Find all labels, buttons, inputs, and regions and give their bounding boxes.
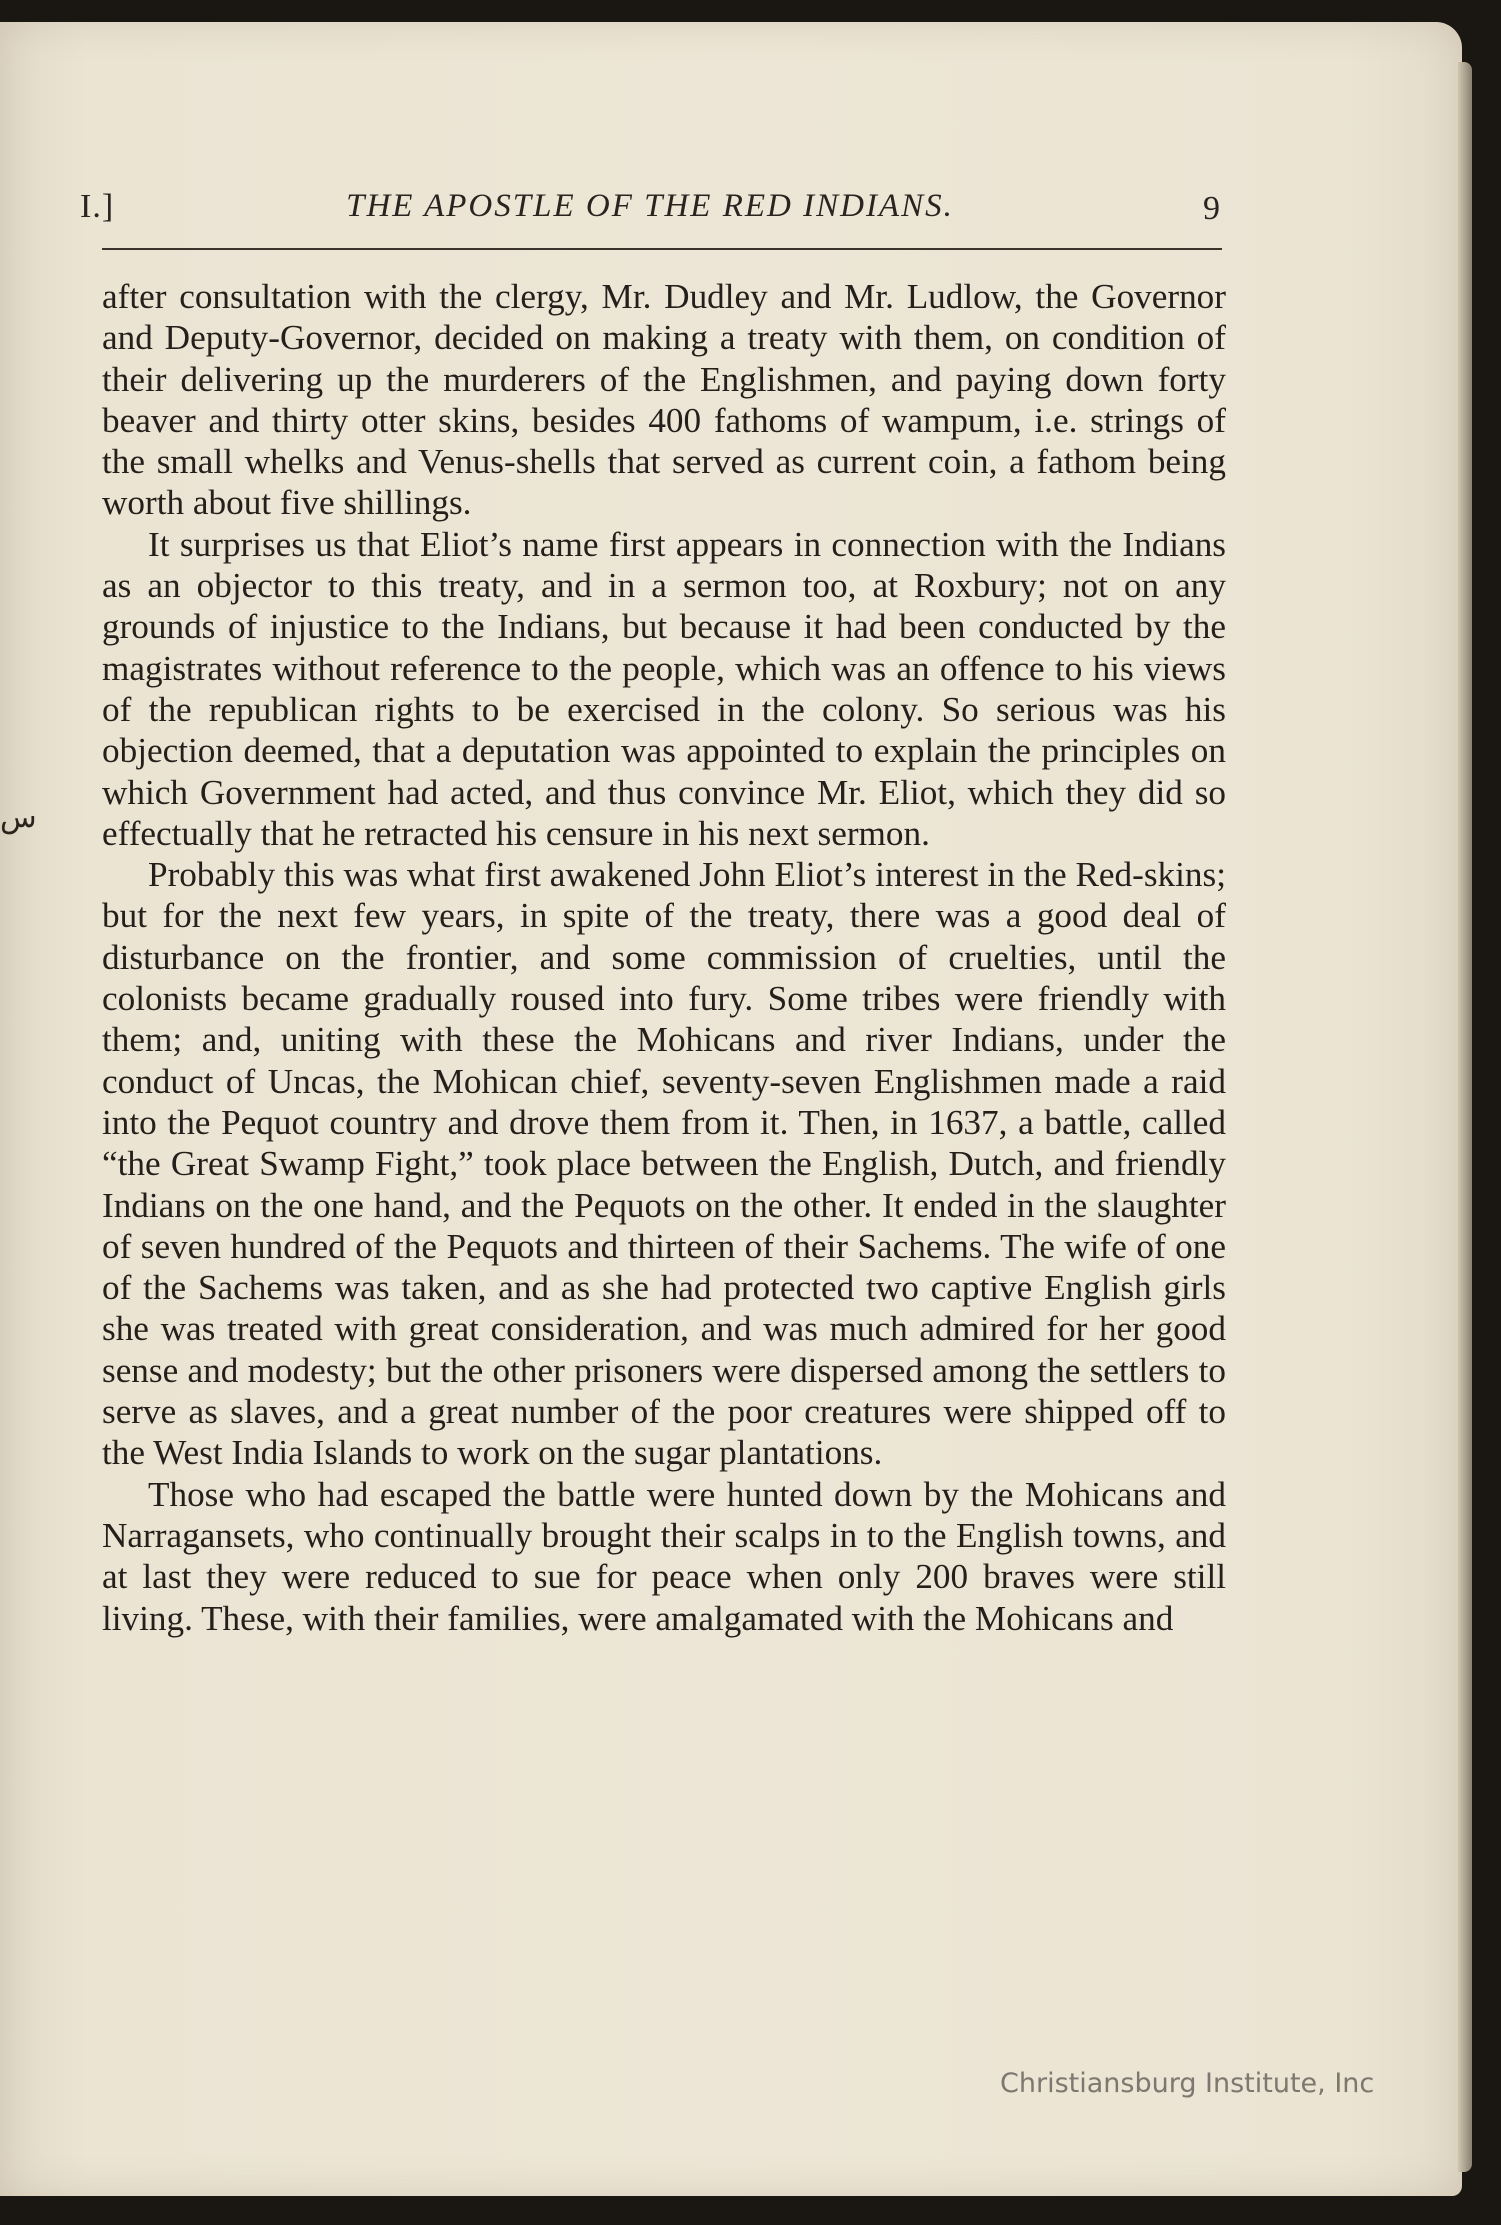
running-head: [80, 184, 1220, 236]
running-title: THE APOSTLE OF THE RED INDIANS.: [346, 188, 954, 224]
margin-mark: س: [0, 800, 37, 835]
body-text: [102, 276, 1226, 1639]
paragraph-4: Those who had escaped the battle were hunted down by the Mohicans and Narragansets, who continually brought their scalps in to the English towns, and at last they were reduced to sue for peace when only 200 braves were still living. These, with their families, were amalgamated with the Mohicans and: [102, 1474, 1226, 1638]
page-number: 9: [1203, 190, 1220, 227]
watermark: Christiansburg Institute, Inc: [1000, 2068, 1375, 2099]
paragraph-2: It surprises us that Eliot’s name first appears in connection with the Indians as an objector to this treaty, and in a sermon too, at Roxbury; not on any grounds of injustice to the Indians, but because it had been conducted by the magistrates without reference to the people, which was an offence to his views of the republican rights to be exercised in the colony. So serious was his objection deemed, that a deputation was appointed to explain the principles on which Government had acted, and thus convince Mr. Eliot, which they did so effectually that he retracted his censure in his next sermon.: [102, 524, 1226, 853]
paragraph-3: Probably this was what first awakened John Eliot’s interest in the Red-skins; but for the next few years, in spite of the treaty, there was a good deal of disturbance on the frontier, and some commission of cruelties, until the colonists became gradually roused into fury. Some tribes were friendly with them; and, uniting with these the Mohicans and river Indians, under the conduct of Uncas, the Mohican chief, seventy-seven Englishmen made a raid into the Pequot country and drove them from it. Then, in 1637, a battle, called “the Great Swamp Fight,” took place between the English, Dutch, and friendly Indians on the one hand, and the Pequots on the other. It ended in the slaughter of seven hundred of the Pequots and thirteen of their Sachems. The wife of one of the Sachems was taken, and as she had protected two captive English girls she was treated with great consideration, and was much admired for her good sense and modesty; but the other prisoners were dispersed among the settlers to serve as slaves, and a great number of the poor creatures were shipped off to the West India Islands to work on the sugar plantations.: [102, 855, 1226, 1473]
page-edge: [1458, 62, 1472, 2172]
header-rule: [102, 248, 1222, 250]
chapter-number: I.]: [80, 188, 115, 225]
paragraph-1: after consultation with the clergy, Mr. Dudley and Mr. Ludlow, the Governor and Deputy-Governor, decided on making a treaty with them, on condition of their delivering up the murderers of the Englishmen, and paying down forty beaver and thirty otter skins, besides 400 fathoms of wampum, i.e. strings of the small whelks and Venus-shells that served as current coin, a fathom being worth about five shillings.: [102, 277, 1226, 523]
